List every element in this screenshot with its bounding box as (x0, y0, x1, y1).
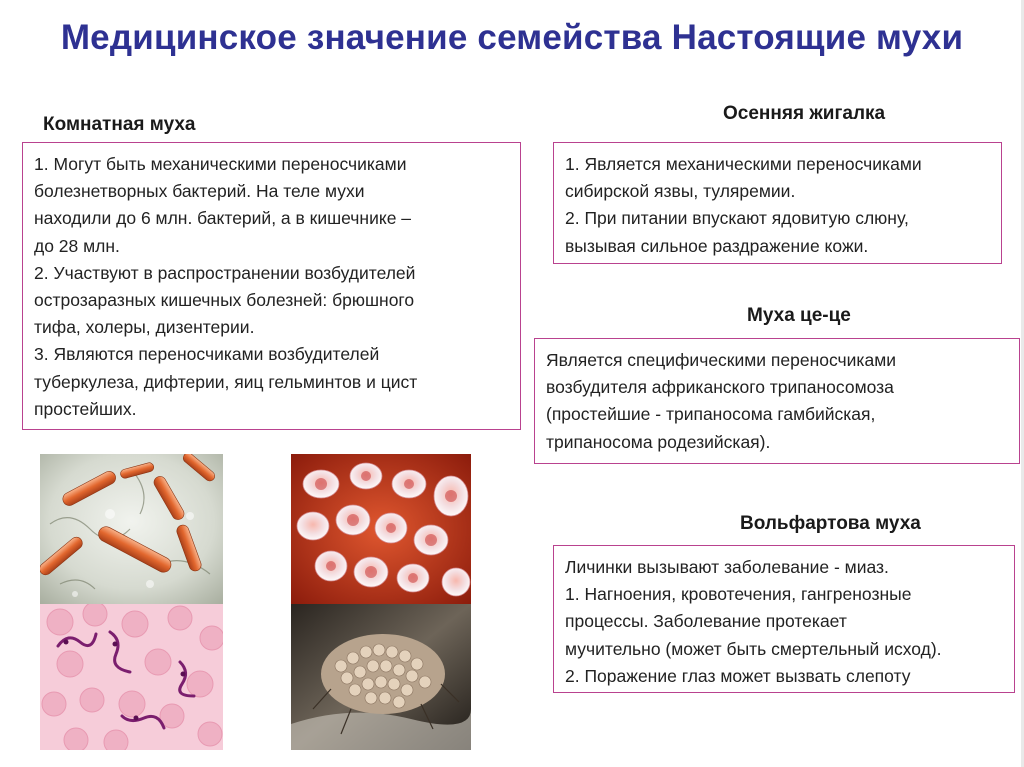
box-stablefly (553, 142, 1002, 264)
line: 1. Является механическими переносчиками (565, 154, 922, 174)
line: вызывая сильное раздражение кожи. (565, 235, 869, 256)
line: сибирской язвы, туляремии. (565, 181, 796, 202)
box-wohlfahrtia (553, 545, 1015, 693)
line: простейших. (34, 398, 137, 419)
fly-larvae-photo (291, 604, 471, 750)
line: мучительно (может быть смертельный исход). (565, 638, 942, 659)
page-title: Медицинское значение семейства Настоящие мухи (60, 18, 964, 57)
line: 1. Могут быть механическими переносчиками (34, 154, 407, 174)
line: тифа, холеры, дизентерии. (34, 317, 255, 338)
line: острозаразных кишечных болезней: брюшного (34, 290, 415, 311)
line: 3. Являются переносчиками возбудителей (34, 344, 380, 365)
line: процессы. Заболевание протекает (565, 611, 847, 632)
line: возбудителя африканского трипаносомоза (546, 377, 894, 398)
line: находили до 6 млн. бактерий, а в кишечнике – (34, 208, 412, 229)
line: 2. Участвуют в распространении возбудителей (34, 262, 416, 283)
line: болезнетворных бактерий. На теле мухи (34, 181, 365, 202)
line: Личинки вызывают заболевание - миаз. (565, 557, 889, 577)
heading-housefly: Комнатная муха (43, 114, 196, 135)
line: до 28 млн. (34, 235, 120, 256)
line: 1. Нагноения, кровотечения, гангренозные (565, 584, 912, 605)
trypanosoma-blood-smear-photo (40, 604, 223, 750)
bacteria-cocci-photo (291, 454, 471, 604)
line: 2. При питании впускают ядовитую слюну, (565, 208, 909, 229)
heading-tsetse: Муха це-це (747, 305, 851, 326)
line: туберкулеза, дифтерии, яиц гельминтов и цист (34, 371, 418, 392)
line: Является специфическими переносчиками (546, 350, 897, 370)
line: (простейшие - трипаносома гамбийская, (546, 404, 876, 425)
heading-stablefly: Осенняя жигалка (723, 103, 886, 124)
heading-wohlfahrtia: Вольфартова муха (740, 513, 921, 534)
bacteria-rods-photo (40, 454, 223, 604)
line: трипаносома родезийская). (546, 431, 771, 452)
box-housefly (22, 142, 521, 430)
line: 2. Поражение глаз может вызвать слепоту (565, 665, 911, 686)
box-tsetse (534, 338, 1020, 464)
